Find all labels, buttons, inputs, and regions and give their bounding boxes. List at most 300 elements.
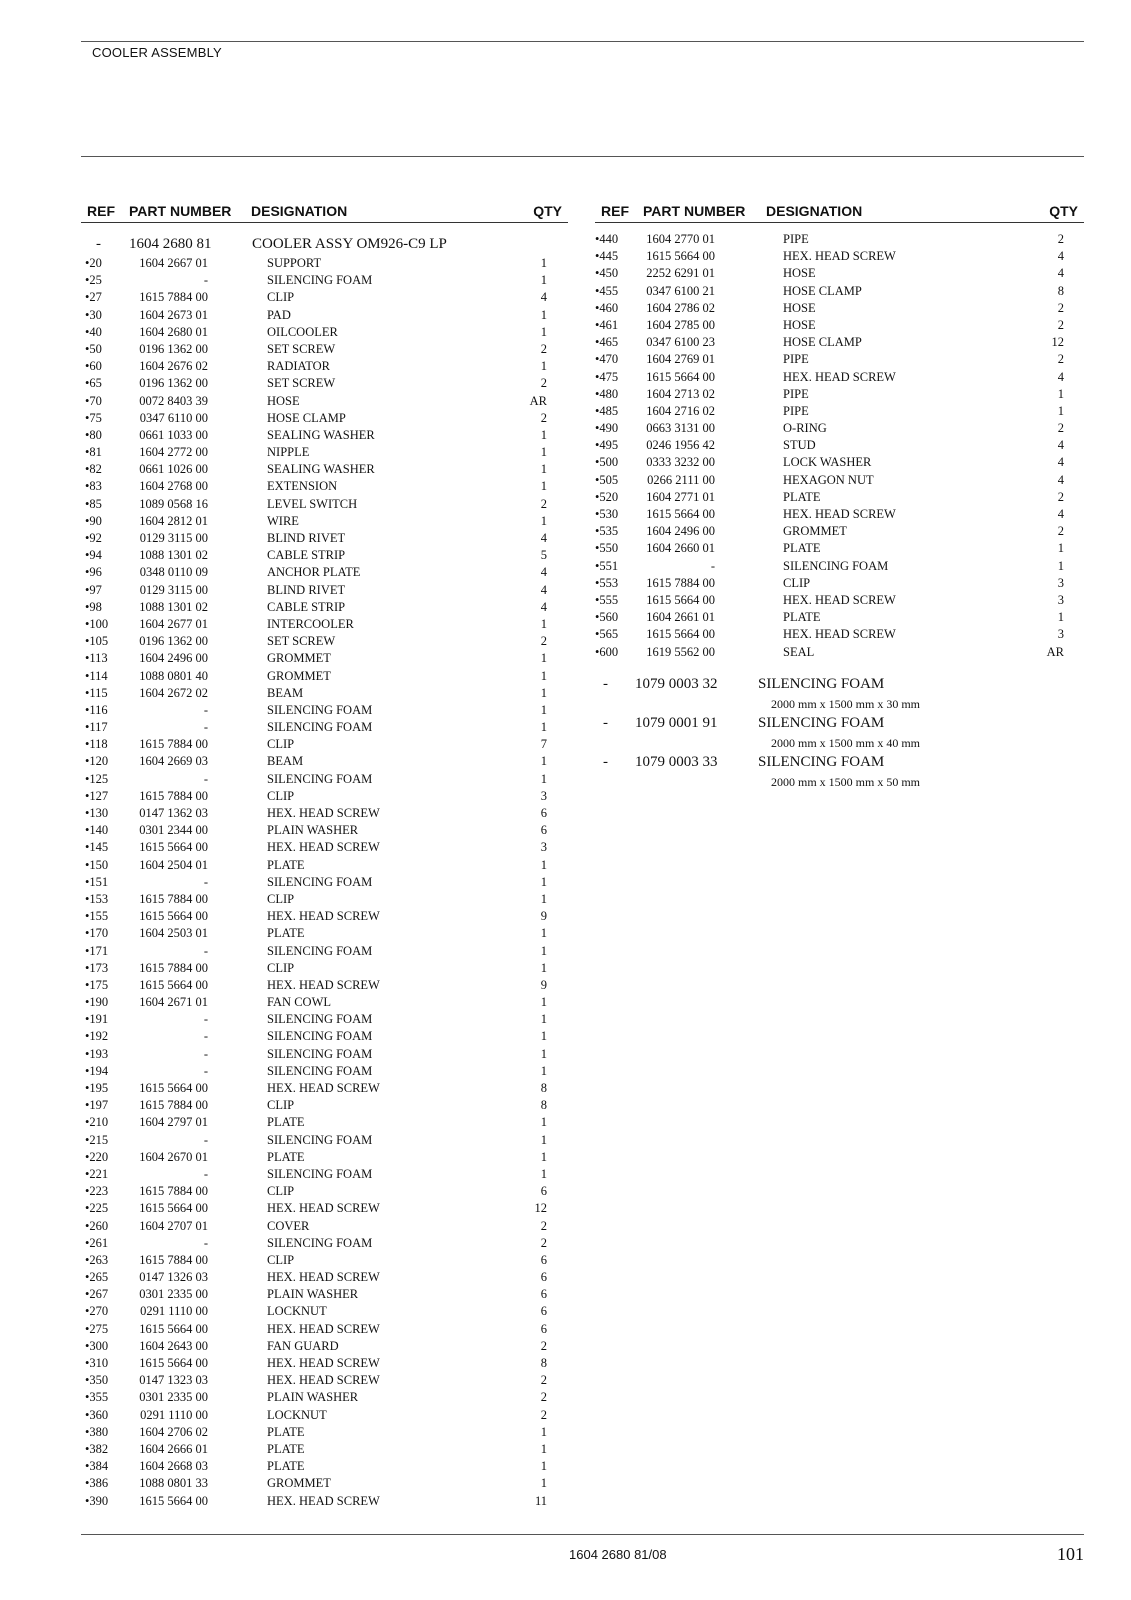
ref-cell: •465 [595, 335, 619, 350]
table-row [595, 609, 1084, 626]
ref-cell: •150 [85, 857, 109, 872]
ref-cell: •20 [85, 256, 102, 270]
designation-cell: PLATE [267, 1149, 305, 1164]
ref-cell: - [96, 236, 101, 252]
table-row [81, 530, 568, 547]
qty-cell: 1 [540, 651, 547, 666]
designation-cell: LOCKNUT [267, 1407, 327, 1422]
rows-right [595, 231, 1084, 661]
qty-cell: 1 [540, 479, 547, 494]
designation-cell: HOSE [783, 317, 816, 332]
dimension-note [595, 773, 1084, 791]
part-number-cell: - [203, 1029, 208, 1044]
qty-cell: 4 [540, 582, 547, 597]
part-number-cell: 0333 3232 00 [646, 455, 715, 470]
part-number-cell: 1615 5664 00 [139, 1356, 208, 1370]
part-number-cell: 1604 2706 02 [139, 1424, 208, 1439]
qty-cell: 5 [540, 548, 547, 563]
table-row [81, 753, 568, 770]
designation-cell: HOSE [783, 300, 816, 315]
table-row [81, 960, 568, 977]
qty-cell: 2 [1057, 524, 1064, 539]
part-number-cell: 1604 2669 03 [139, 754, 208, 769]
ref-cell: •27 [85, 290, 102, 305]
part-number-cell: 1604 2707 01 [139, 1218, 208, 1233]
part-number-cell: 1088 1301 02 [139, 548, 208, 563]
qty-cell: 3 [1057, 575, 1064, 590]
part-number-cell: 1615 5664 00 [139, 1201, 208, 1216]
table-header-left [81, 200, 568, 223]
ref-cell: •145 [85, 840, 109, 855]
part-number-cell: 1088 0801 33 [139, 1476, 208, 1491]
part-number-cell: 1615 5664 00 [646, 507, 715, 521]
ref-cell: •171 [85, 943, 109, 958]
designation-cell: HEX. HEAD SCREW [267, 840, 380, 855]
ref-cell: •92 [85, 531, 102, 545]
ref-cell: •127 [85, 788, 109, 803]
ref-cell: •25 [85, 273, 102, 288]
header-rule [81, 156, 1084, 157]
qty-cell: 2 [540, 1235, 547, 1250]
designation-cell: HEX. HEAD SCREW [267, 977, 380, 992]
part-number-cell: 1604 2668 03 [139, 1459, 208, 1474]
ref-cell: •65 [85, 376, 102, 391]
designation-cell: HEX. HEAD SCREW [783, 627, 896, 642]
designation-cell: HEX. HEAD SCREW [783, 592, 896, 607]
table-row [595, 575, 1084, 592]
designation-cell: HEX. HEAD SCREW [783, 507, 896, 521]
designation-cell: SILENCING FOAM [267, 1132, 373, 1147]
table-row [595, 231, 1084, 248]
part-number-header: PART NUMBER [129, 203, 232, 219]
parts-table-right [595, 200, 1084, 791]
part-number-cell: 1604 2716 02 [646, 403, 715, 418]
qty-cell: 1 [1057, 403, 1064, 418]
designation-cell: SILENCING FOAM [267, 1235, 373, 1250]
qty-cell: 2 [540, 1390, 547, 1405]
designation-cell: GROMMET [783, 524, 847, 539]
dimension-text: 2000 mm x 1500 mm x 40 mm [771, 735, 921, 750]
part-number-cell: 0266 2111 00 [647, 472, 715, 487]
part-number-cell: 0347 6110 00 [139, 410, 208, 425]
ref-cell: •140 [85, 823, 109, 838]
table-row [81, 375, 568, 392]
part-number-cell: 0129 3115 00 [139, 531, 208, 545]
table-row [81, 1080, 568, 1097]
qty-cell: 2 [540, 634, 547, 649]
part-number-cell: - [203, 943, 208, 958]
qty-header: QTY [533, 203, 562, 219]
table-row [595, 334, 1084, 351]
table-row [595, 626, 1084, 643]
ref-cell: •82 [85, 462, 102, 477]
ref-cell: •520 [595, 489, 619, 504]
designation-cell: CLIP [783, 575, 811, 590]
qty-cell: 4 [540, 290, 547, 305]
designation-cell: SEALING WASHER [267, 462, 375, 477]
table-row [81, 1475, 568, 1492]
part-number-cell: 1604 2770 01 [646, 232, 715, 246]
ref-cell: •380 [85, 1424, 109, 1439]
ref-cell: •155 [85, 909, 109, 924]
table-row [81, 513, 568, 530]
part-number-cell: - [203, 1046, 208, 1061]
part-number-cell: 1604 2772 00 [139, 445, 208, 460]
designation-cell: PLATE [267, 1441, 305, 1456]
ref-cell: •270 [85, 1304, 109, 1319]
designation-cell: PLATE [783, 489, 821, 504]
ref-cell: •194 [85, 1063, 109, 1078]
part-number-cell: 1089 0568 16 [139, 496, 208, 511]
qty-cell: 1 [540, 926, 547, 941]
qty-cell: 1 [540, 427, 547, 442]
qty-cell: 2 [540, 1373, 547, 1388]
ref-cell: •461 [595, 317, 619, 332]
part-number-cell: 1604 2812 01 [139, 513, 208, 528]
table-row [81, 341, 568, 358]
ref-cell: •115 [85, 685, 108, 700]
ref-cell: •440 [595, 232, 619, 246]
qty-cell: 2 [1057, 317, 1064, 332]
table-row [81, 1166, 568, 1183]
ref-cell: •153 [85, 891, 109, 906]
qty-cell: 2 [540, 496, 547, 511]
table-row [595, 437, 1084, 454]
table-row [81, 1183, 568, 1200]
part-number-cell: - [203, 702, 208, 717]
qty-cell: 4 [1057, 369, 1064, 384]
ref-cell: •455 [595, 283, 619, 298]
designation-cell: ANCHOR PLATE [267, 565, 361, 580]
ref-cell: •192 [85, 1029, 109, 1044]
designation-cell: PIPE [783, 352, 809, 367]
designation-cell: HOSE CLAMP [783, 283, 862, 298]
ref-cell: •310 [85, 1356, 109, 1370]
designation-cell: CABLE STRIP [267, 548, 346, 563]
ref-cell: •350 [85, 1373, 109, 1388]
qty-cell: 9 [540, 977, 547, 992]
ref-cell: •263 [85, 1252, 109, 1267]
qty-cell: 3 [1057, 592, 1064, 607]
designation-cell: HEX. HEAD SCREW [267, 806, 380, 820]
ref-cell: •197 [85, 1098, 109, 1113]
part-number-cell: 0147 1326 03 [139, 1270, 208, 1285]
qty-cell: 1 [540, 445, 547, 460]
designation-cell: LOCK WASHER [783, 455, 872, 470]
table-row [81, 1338, 568, 1355]
part-number-cell: - [203, 1235, 208, 1250]
ref-cell: •191 [85, 1012, 109, 1027]
part-number-cell: 1604 2667 01 [139, 256, 208, 270]
qty-cell: 6 [540, 806, 547, 820]
designation-cell: HEX. HEAD SCREW [267, 1321, 380, 1336]
qty-cell: 1 [540, 1424, 547, 1439]
qty-cell: 12 [1051, 335, 1064, 350]
qty-cell: 4 [1057, 472, 1064, 487]
designation-cell: HOSE CLAMP [267, 410, 346, 425]
qty-cell: 2 [540, 376, 547, 391]
table-row [81, 650, 568, 667]
section-title: COOLER ASSEMBLY [92, 45, 222, 60]
qty-cell: 2 [1057, 421, 1064, 436]
table-row [81, 564, 568, 581]
table-row [81, 1389, 568, 1406]
ref-cell: •210 [85, 1115, 109, 1130]
part-number-cell: 1604 2785 00 [646, 317, 715, 332]
ref-cell: •390 [85, 1493, 109, 1508]
part-number-cell: 1615 7884 00 [139, 788, 208, 803]
qty-cell: 8 [1057, 283, 1064, 298]
table-row [81, 410, 568, 427]
designation-cell: CLIP [267, 1252, 295, 1267]
designation-cell: FAN GUARD [267, 1338, 339, 1353]
qty-cell: 1 [540, 1029, 547, 1044]
designation-cell: BLIND RIVET [267, 582, 346, 597]
designation-cell: HEX. HEAD SCREW [267, 1201, 380, 1216]
extra-item-row [595, 752, 1084, 773]
table-row [81, 1011, 568, 1028]
ref-cell: •40 [85, 324, 102, 339]
designation-cell: PLATE [267, 857, 305, 872]
designation-cell: PLATE [267, 1459, 305, 1474]
ref-cell: •550 [595, 541, 619, 556]
part-number-cell: 0196 1362 00 [139, 376, 208, 391]
part-number-cell: 1615 5664 00 [646, 627, 715, 642]
table-row [81, 289, 568, 306]
part-number-cell: 1604 2771 01 [646, 489, 715, 504]
designation-cell: FAN COWL [267, 995, 332, 1010]
ref-cell: •170 [85, 926, 109, 941]
designation-cell: SEAL [783, 644, 815, 659]
part-number-cell: - [203, 771, 208, 786]
qty-cell: 4 [540, 565, 547, 580]
part-number-cell: 1079 0001 91 [635, 714, 718, 731]
ref-cell: •70 [85, 393, 102, 408]
designation-cell: OILCOOLER [267, 324, 338, 339]
part-number-cell: 1615 7884 00 [139, 1184, 208, 1199]
qty-cell: 1 [540, 874, 547, 889]
designation-cell: SET SCREW [267, 341, 336, 356]
part-number-cell: 1604 2797 01 [139, 1115, 208, 1130]
qty-cell: 1 [540, 1046, 547, 1061]
part-number-cell: 0147 1362 03 [139, 806, 208, 820]
table-row [81, 1355, 568, 1372]
ref-cell: •100 [85, 616, 109, 631]
table-row [81, 908, 568, 925]
part-number-cell: 1604 2496 00 [139, 651, 208, 666]
table-row [595, 489, 1084, 506]
part-number-cell: 1615 7884 00 [139, 960, 208, 975]
ref-cell: •125 [85, 771, 109, 786]
qty-cell: 1 [540, 307, 547, 322]
ref-cell: •195 [85, 1081, 109, 1095]
qty-cell: 3 [1057, 627, 1064, 642]
designation-cell: SILENCING FOAM [267, 771, 373, 786]
table-row [81, 547, 568, 564]
table-row [81, 822, 568, 839]
table-row [81, 1097, 568, 1114]
designation-cell: PLATE [267, 1115, 305, 1130]
designation-cell: CLIP [267, 737, 295, 752]
qty-cell: 1 [540, 702, 547, 717]
part-number-cell: 1615 5664 00 [139, 840, 208, 855]
part-number-cell: 1615 7884 00 [139, 737, 208, 752]
part-number-cell: 1615 5664 00 [646, 592, 715, 607]
ref-cell: •90 [85, 513, 102, 528]
qty-cell: 2 [1057, 300, 1064, 315]
qty-cell: 6 [540, 1321, 547, 1336]
table-row [81, 255, 568, 272]
table-row [595, 351, 1084, 368]
qty-cell: 6 [540, 1287, 547, 1302]
footer-rule [81, 1534, 1084, 1535]
part-number-cell: 1088 1301 02 [139, 599, 208, 614]
qty-cell: 1 [540, 857, 547, 872]
qty-cell: 2 [540, 1218, 547, 1233]
qty-cell: 1 [540, 891, 547, 906]
table-row [595, 472, 1084, 489]
table-row [81, 839, 568, 856]
part-number-cell: 1615 7884 00 [139, 1098, 208, 1113]
part-number-cell: 1604 2769 01 [646, 352, 715, 367]
ref-cell: •495 [595, 438, 619, 453]
designation-cell: SILENCING FOAM [783, 558, 889, 573]
designation-cell: HOSE CLAMP [783, 335, 862, 350]
designation-cell: PLATE [267, 926, 305, 941]
rows-left [81, 234, 568, 1510]
designation-cell: HEX. HEAD SCREW [267, 1493, 380, 1508]
table-row [81, 324, 568, 341]
dimension-note [595, 734, 1084, 752]
part-number-cell: 1079 0003 33 [635, 753, 718, 770]
designation-cell: CLIP [267, 1098, 295, 1113]
ref-cell: - [603, 675, 608, 692]
table-row [81, 1218, 568, 1235]
designation-cell: WIRE [267, 513, 299, 528]
ref-cell: •83 [85, 479, 102, 494]
ref-cell: •261 [85, 1235, 109, 1250]
qty-cell: 2 [1057, 352, 1064, 367]
designation-cell: CLIP [267, 1184, 295, 1199]
ref-cell: •151 [85, 874, 109, 889]
qty-cell: 1 [540, 1149, 547, 1164]
ref-cell: •97 [85, 582, 102, 597]
table-row [595, 592, 1084, 609]
table-row [81, 633, 568, 650]
qty-cell: 4 [1057, 249, 1064, 264]
table-row [81, 393, 568, 410]
table-row [81, 1063, 568, 1080]
qty-cell: 6 [540, 823, 547, 838]
qty-cell: 1 [540, 1012, 547, 1027]
part-number-cell: 1615 5664 00 [139, 1321, 208, 1336]
ref-cell: •535 [595, 524, 619, 539]
ref-cell: •75 [85, 410, 102, 425]
part-number-cell: 2252 6291 01 [646, 266, 715, 281]
designation-cell: CLIP [267, 290, 295, 305]
designation-cell: PAD [267, 307, 291, 322]
part-number-cell: 1615 7884 00 [139, 290, 208, 305]
ref-cell: •175 [85, 977, 109, 992]
table-row [81, 444, 568, 461]
part-number-cell: 0147 1323 03 [139, 1373, 208, 1388]
ref-cell: •85 [85, 496, 102, 511]
part-number-cell: 0348 0110 09 [139, 565, 208, 580]
extra-items [595, 674, 1084, 791]
part-number-cell: 1604 2713 02 [646, 386, 715, 401]
qty-cell: 2 [1057, 232, 1064, 246]
top-rule [81, 41, 1084, 42]
qty-cell: 8 [540, 1356, 547, 1370]
designation-cell: GROMMET [267, 651, 331, 666]
table-row [81, 358, 568, 375]
dimension-note [595, 695, 1084, 713]
qty-cell: 6 [540, 1270, 547, 1285]
qty-cell: 7 [540, 737, 547, 752]
table-row [81, 1286, 568, 1303]
designation-cell: HEX. HEAD SCREW [267, 1373, 380, 1388]
qty-cell: 1 [540, 720, 547, 735]
ref-cell: •225 [85, 1201, 109, 1216]
qty-cell: 3 [540, 788, 547, 803]
part-number-cell: 1604 2676 02 [139, 359, 208, 374]
part-number-cell: 1615 5664 00 [646, 369, 715, 384]
qty-cell: 9 [540, 909, 547, 924]
ref-header: REF [601, 203, 629, 219]
qty-cell: 6 [540, 1184, 547, 1199]
ref-cell: •30 [85, 307, 102, 322]
table-row [81, 685, 568, 702]
qty-cell: 4 [1057, 266, 1064, 281]
designation-cell: COOLER ASSY OM926-C9 LP [252, 236, 447, 252]
designation-cell: SET SCREW [267, 634, 336, 649]
designation-cell: CABLE STRIP [267, 599, 346, 614]
table-row [81, 1441, 568, 1458]
designation-cell: LOCKNUT [267, 1304, 327, 1319]
designation-cell: CLIP [267, 788, 295, 803]
part-number-cell: 1604 2504 01 [139, 857, 208, 872]
table-row [81, 1252, 568, 1269]
designation-cell: PIPE [783, 386, 809, 401]
part-number-cell: 1615 7884 00 [646, 575, 715, 590]
ref-cell: •460 [595, 300, 619, 315]
ref-cell: •530 [595, 507, 619, 521]
ref-cell: •120 [85, 754, 109, 769]
part-number-cell: 0196 1362 00 [139, 341, 208, 356]
part-number-cell: 0301 2335 00 [139, 1287, 208, 1302]
extra-item-row [595, 713, 1084, 734]
table-row [81, 1235, 568, 1252]
ref-cell: •600 [595, 644, 619, 659]
ref-cell: •480 [595, 386, 619, 401]
designation-cell: GROMMET [267, 668, 331, 683]
designation-cell: PLATE [783, 610, 821, 625]
table-row [81, 771, 568, 788]
table-row [81, 805, 568, 822]
ref-cell: •220 [85, 1149, 109, 1164]
ref-cell: •260 [85, 1218, 109, 1233]
designation-cell: HOSE [783, 266, 816, 281]
table-row [81, 943, 568, 960]
table-row [81, 1132, 568, 1149]
qty-cell: 2 [540, 1338, 547, 1353]
designation-cell: EXTENSION [267, 479, 338, 494]
designation-cell: HEX. HEAD SCREW [267, 1356, 380, 1370]
qty-cell: AR [1046, 644, 1064, 659]
ref-cell: •265 [85, 1270, 109, 1285]
table-row [81, 234, 568, 255]
table-row [81, 1493, 568, 1510]
